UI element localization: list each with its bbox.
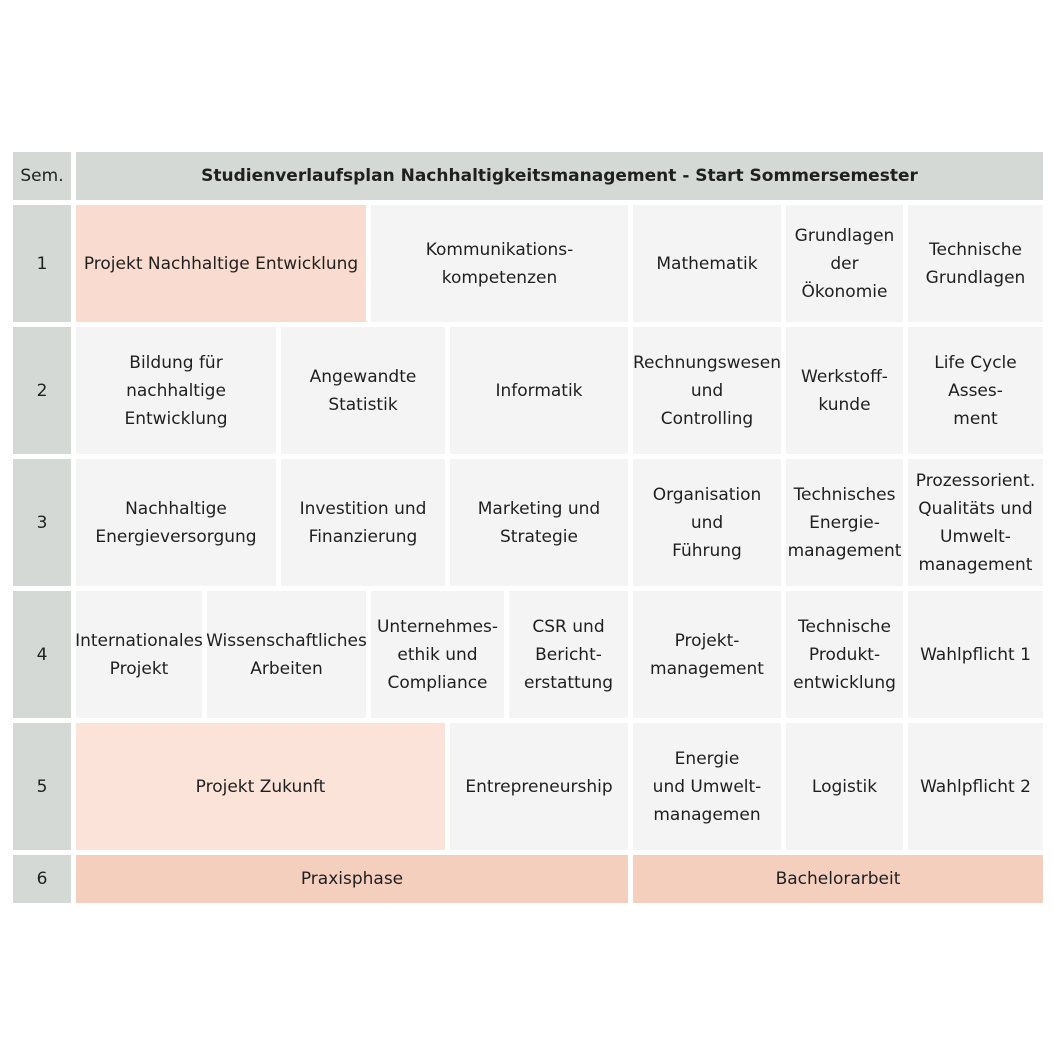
module-technische-grundlagen: Technische Grundlagen: [908, 205, 1043, 322]
module-praxisphase: Praxisphase: [76, 855, 628, 903]
module-entrepreneurship: Entrepreneurship: [450, 723, 628, 850]
module-nachhaltige-energieversorgung: Nachhaltige Energieversorgung: [76, 459, 276, 586]
module-projekt-zukunft: Projekt Zukunft: [76, 723, 445, 850]
module-wahlpflicht-2: Wahlpflicht 2: [908, 723, 1043, 850]
module-internationales-projekt: Internationales Projekt: [76, 591, 202, 718]
module-prozessorientiertes-management: Prozessorient. Qualitäts und Umwelt- management: [908, 459, 1043, 586]
module-werkstoffkunde: Werkstoff- kunde: [786, 327, 903, 454]
module-mathematik: Mathematik: [633, 205, 781, 322]
module-bachelorarbeit: Bachelorarbeit: [633, 855, 1043, 903]
module-grundlagen-oekonomie: Grundlagen der Ökonomie: [786, 205, 903, 322]
semester-2-label: 2: [13, 327, 71, 454]
semester-6-label: 6: [13, 855, 71, 903]
module-rechnungswesen-controlling: Rechnungswesen und Controlling: [633, 327, 781, 454]
semester-1-label: 1: [13, 205, 71, 322]
sem-header: Sem.: [13, 152, 71, 200]
module-life-cycle-assessment: Life Cycle Asses- ment: [908, 327, 1043, 454]
module-unternehmensethik-compliance: Unternehmes- ethik und Compliance: [371, 591, 504, 718]
module-informatik: Informatik: [450, 327, 628, 454]
module-marketing-strategie: Marketing und Strategie: [450, 459, 628, 586]
module-technisches-energiemanagement: Technisches Energie- management: [786, 459, 903, 586]
module-kommunikationskompetenzen: Kommunikations- kompetenzen: [371, 205, 628, 322]
module-projektmanagement: Projekt- management: [633, 591, 781, 718]
semester-3-label: 3: [13, 459, 71, 586]
module-energie-umweltmanagement: Energie und Umwelt- managemen: [633, 723, 781, 850]
module-angewandte-statistik: Angewandte Statistik: [281, 327, 445, 454]
semester-4-label: 4: [13, 591, 71, 718]
module-projekt-nachhaltige-entwicklung: Projekt Nachhaltige Entwicklung: [76, 205, 366, 322]
module-technische-produktentwicklung: Technische Produkt- entwicklung: [786, 591, 903, 718]
module-investition-finanzierung: Investition und Finanzierung: [281, 459, 445, 586]
semester-5-label: 5: [13, 723, 71, 850]
module-wissenschaftliches-arbeiten: Wissenschaftliches Arbeiten: [207, 591, 366, 718]
module-csr-berichterstattung: CSR und Bericht- erstattung: [509, 591, 628, 718]
module-logistik: Logistik: [786, 723, 903, 850]
page-title: Studienverlaufsplan Nachhaltigkeitsmanagement - Start Sommersemester: [76, 152, 1043, 200]
module-bildung-nachhaltige-entwicklung: Bildung für nachhaltige Entwicklung: [76, 327, 276, 454]
module-wahlpflicht-1: Wahlpflicht 1: [908, 591, 1043, 718]
module-organisation-fuehrung: Organisation und Führung: [633, 459, 781, 586]
